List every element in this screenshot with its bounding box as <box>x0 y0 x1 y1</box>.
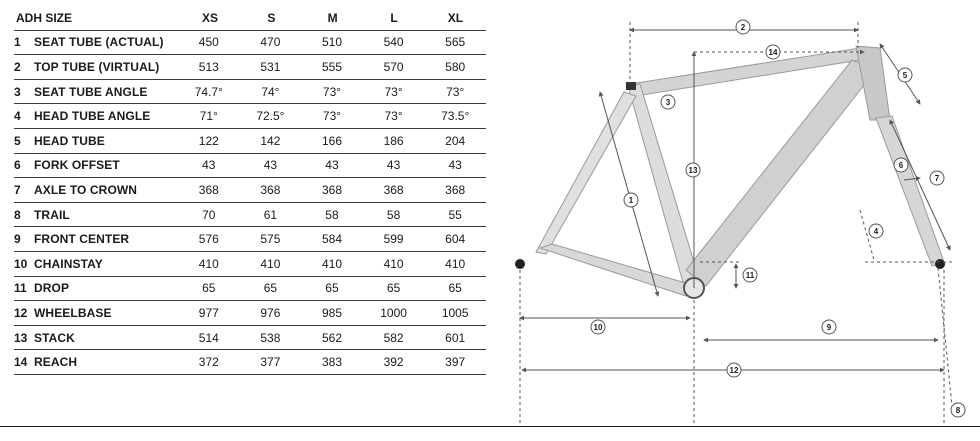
dimension-marker <box>661 95 675 109</box>
table-row <box>14 129 486 154</box>
row-name: AXLE TO CROWN <box>34 182 138 197</box>
cell-l: 540 <box>383 35 404 50</box>
table-row <box>14 104 486 129</box>
cell-m: 383 <box>321 355 342 370</box>
dimension-marker <box>591 320 605 334</box>
row-name: HEAD TUBE ANGLE <box>34 109 151 124</box>
marker-label: 7 <box>934 174 940 183</box>
seat-stay <box>536 92 636 254</box>
row-name: TRAIL <box>34 207 70 222</box>
marker-label: 1 <box>628 196 634 205</box>
cell-xl: 410 <box>445 256 466 271</box>
size-header-l: L <box>390 10 398 25</box>
cell-s: 575 <box>260 232 281 247</box>
cell-s: 74° <box>261 84 280 99</box>
row-label <box>14 232 178 246</box>
row-number: 11 <box>14 281 27 296</box>
row-number: 3 <box>14 84 21 99</box>
row-name: SEAT TUBE ANGLE <box>34 84 148 99</box>
size-header-xs: XS <box>201 10 218 25</box>
cell-xs: 410 <box>198 256 219 271</box>
bike-frame <box>515 46 945 298</box>
ground-line <box>0 426 980 427</box>
row-label <box>14 60 178 74</box>
row-label <box>14 208 178 222</box>
dimension-marker <box>898 68 912 82</box>
row-name: CHAINSTAY <box>34 256 103 271</box>
cell-xs: 977 <box>198 305 219 320</box>
cell-xl: 55 <box>448 207 462 222</box>
cell-l: 582 <box>383 330 404 345</box>
cell-xs: 513 <box>198 59 219 74</box>
marker-label: 11 <box>745 271 755 280</box>
row-number: 5 <box>14 133 21 148</box>
cell-s: 976 <box>260 305 281 320</box>
cell-xl: 1005 <box>441 305 469 320</box>
cell-s: 538 <box>260 330 281 345</box>
marker-label: 5 <box>902 71 908 80</box>
row-name: SEAT TUBE (ACTUAL) <box>34 35 164 50</box>
row-name: WHEELBASE <box>34 305 112 320</box>
size-header-label: ADH SIZE <box>16 10 73 25</box>
row-name: REACH <box>34 355 78 370</box>
cell-m: 555 <box>321 59 342 74</box>
table-row <box>14 55 486 80</box>
dimension-marker <box>743 268 757 282</box>
dimension-marker <box>736 20 750 34</box>
table-header <box>14 6 486 31</box>
cell-xs: 43 <box>202 158 216 173</box>
marker-label: 9 <box>826 323 832 332</box>
front-dropout <box>935 259 945 269</box>
cell-l: 392 <box>383 355 404 370</box>
row-label <box>14 281 178 295</box>
row-label <box>14 306 178 320</box>
row-number: 2 <box>14 59 21 74</box>
cell-l: 410 <box>383 256 404 271</box>
cell-xl: 397 <box>445 355 466 370</box>
dimension-marker <box>624 193 638 207</box>
dimension-marker <box>951 403 965 417</box>
cell-xl: 65 <box>448 281 462 296</box>
table-row <box>14 31 486 56</box>
row-label <box>14 109 178 123</box>
table-row <box>14 301 486 326</box>
cell-s: 368 <box>260 182 281 197</box>
cell-xs: 450 <box>198 35 219 50</box>
marker-label: 2 <box>740 23 746 32</box>
cell-s: 470 <box>260 35 281 50</box>
row-name: HEAD TUBE <box>34 133 105 148</box>
table-body <box>14 31 486 375</box>
row-label <box>14 158 178 172</box>
table-row <box>14 154 486 179</box>
seat-tube <box>628 84 700 286</box>
cell-m: 73° <box>322 109 342 124</box>
cell-xl: 580 <box>445 59 466 74</box>
cell-m: 985 <box>321 305 342 320</box>
cell-l: 58 <box>386 207 401 222</box>
size-header-s: S <box>267 10 276 25</box>
marker-label: 13 <box>688 166 698 175</box>
row-number: 9 <box>14 232 21 247</box>
cell-m: 510 <box>321 35 342 50</box>
cell-xl: 604 <box>445 232 466 247</box>
cell-l: 599 <box>383 232 404 247</box>
cell-xs: 576 <box>198 232 219 247</box>
cell-s: 72.5° <box>256 109 285 124</box>
row-number: 7 <box>14 182 21 197</box>
row-number: 10 <box>14 256 28 271</box>
row-name: DROP <box>34 281 70 296</box>
cell-m: 73° <box>322 84 342 99</box>
row-number: 4 <box>14 109 21 124</box>
cell-xl: 73.5° <box>441 109 470 124</box>
cell-xs: 65 <box>202 281 216 296</box>
row-number: 13 <box>14 330 28 345</box>
table-row <box>14 252 486 277</box>
down-tube <box>686 60 876 286</box>
size-header-xl: XL <box>447 10 464 25</box>
row-label <box>14 35 178 49</box>
table-row <box>14 80 486 105</box>
dimension-marker <box>894 158 908 172</box>
marker-label: 6 <box>898 161 904 170</box>
cell-s: 142 <box>260 133 281 148</box>
row-name: FORK OFFSET <box>34 158 120 173</box>
frame-diagram <box>500 0 980 441</box>
cell-xl: 73° <box>446 84 465 99</box>
dimension-marker <box>766 45 780 59</box>
row-label <box>14 183 178 197</box>
table-row <box>14 350 486 375</box>
cell-l: 43 <box>386 158 401 173</box>
marker-label: 10 <box>593 323 603 332</box>
dimension-marker <box>686 163 700 177</box>
rear-dropout <box>515 259 525 269</box>
cell-s: 43 <box>263 158 278 173</box>
cell-xs: 122 <box>198 133 219 148</box>
marker-label: 4 <box>873 227 879 236</box>
cell-s: 531 <box>260 59 281 74</box>
cell-m: 368 <box>321 182 342 197</box>
cell-l: 1000 <box>380 305 407 320</box>
cell-xs: 514 <box>198 330 219 345</box>
table-row <box>14 178 486 203</box>
cell-m: 65 <box>325 281 339 296</box>
marker-label: 3 <box>665 98 671 107</box>
dimension-markers <box>591 20 965 417</box>
table-row <box>14 203 486 228</box>
dimension-marker <box>869 224 883 238</box>
cell-s: 410 <box>260 256 281 271</box>
cell-xs: 372 <box>198 355 219 370</box>
dimension-marker <box>822 320 836 334</box>
cell-s: 377 <box>260 355 281 370</box>
row-name: STACK <box>34 330 75 345</box>
cell-m: 410 <box>321 256 342 271</box>
cell-s: 61 <box>263 207 278 222</box>
cell-l: 65 <box>386 281 401 296</box>
dimension-marker <box>727 363 741 377</box>
cell-xs: 74.7° <box>194 84 223 99</box>
geometry-table <box>14 6 486 375</box>
seat-clamp <box>626 82 636 90</box>
row-label <box>14 85 178 99</box>
cell-m: 43 <box>325 158 339 173</box>
cell-xl: 601 <box>445 330 466 345</box>
row-label <box>14 331 178 345</box>
row-number: 8 <box>14 207 21 222</box>
row-label <box>14 134 178 148</box>
frame-diagram-svg <box>500 0 980 436</box>
marker-label: 14 <box>768 48 778 57</box>
cell-xs: 368 <box>198 182 219 197</box>
cell-xl: 368 <box>445 182 466 197</box>
table-row <box>14 277 486 302</box>
row-label <box>14 257 178 271</box>
cell-l: 570 <box>383 59 404 74</box>
cell-xs: 70 <box>202 207 216 222</box>
marker-label: 8 <box>955 406 961 415</box>
table-row <box>14 326 486 351</box>
cell-xl: 43 <box>448 158 462 173</box>
size-header-m: M <box>327 10 338 25</box>
cell-m: 58 <box>325 207 339 222</box>
cell-m: 584 <box>321 232 342 247</box>
cell-m: 166 <box>321 133 342 148</box>
row-number: 12 <box>14 305 28 320</box>
row-number: 6 <box>14 158 21 173</box>
table-row <box>14 227 486 252</box>
row-number: 1 <box>14 35 21 50</box>
cell-xs: 71° <box>199 109 218 124</box>
cell-xl: 204 <box>445 133 466 148</box>
cell-l: 186 <box>383 133 404 148</box>
marker-label: 12 <box>729 366 739 375</box>
dimension-marker <box>930 171 944 185</box>
cell-l: 73° <box>384 84 403 99</box>
row-label <box>14 355 178 369</box>
row-name: TOP TUBE (VIRTUAL) <box>34 59 160 74</box>
fork <box>873 116 944 266</box>
cell-m: 562 <box>321 330 342 345</box>
cell-xl: 565 <box>445 35 466 50</box>
chain-stay <box>540 244 696 296</box>
row-name: FRONT CENTER <box>34 232 130 247</box>
cell-s: 65 <box>263 281 278 296</box>
row-number: 14 <box>14 355 28 370</box>
cell-l: 73° <box>384 109 403 124</box>
cell-l: 368 <box>383 182 404 197</box>
